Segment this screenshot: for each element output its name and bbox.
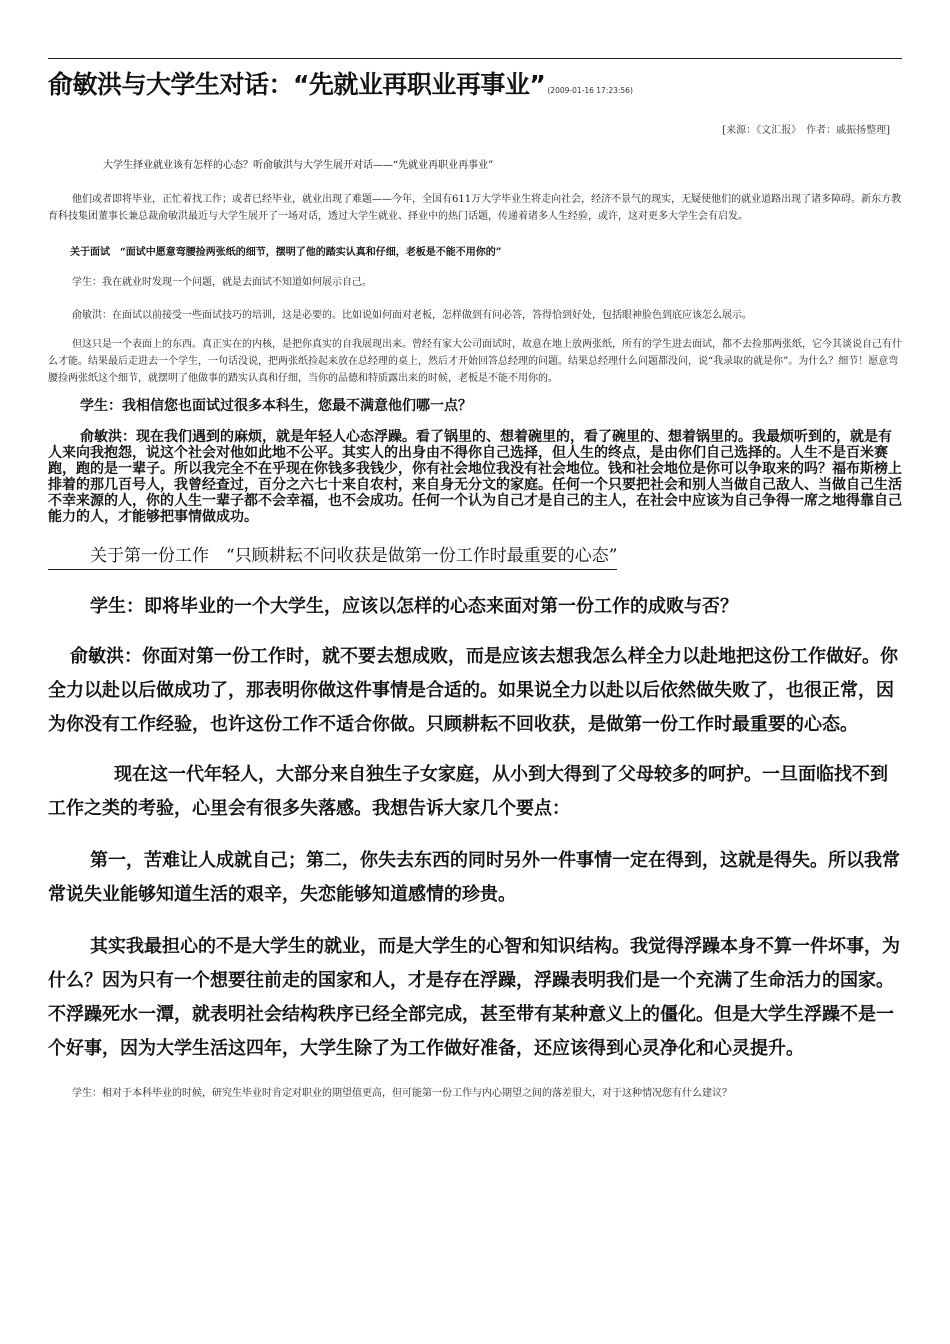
answer-3-continued: 现在这一代年轻人，大部分来自独生子女家庭，从小到大得到了父母较多的呵护。一旦面临找不到工作之类的考验，心里会有很多失落感。我想告诉大家几个要点： [48,764,888,819]
answer-1: 俞敏洪：在面试以前接受一些面试技巧的培训，这是必要的。比如说如何面对老板，怎样做到有问必答，答得恰到好处，包括眼神脸色到底应该怎么展示。 [72,310,752,321]
source-byline: [来源：《文汇报》 作者：戚振扬整理] [722,125,890,136]
publish-timestamp: (2009-01-16 17:23:56) [547,86,633,95]
article-page [48,58,902,1099]
answer-3-points: 第一，苦难让人成就自己；第二，你失去东西的同时另外一件事情一定在得到，这就是得失。所以我常常说失业能够知道生活的艰辛，失恋能够知道感情的珍贵。 [48,850,900,905]
answer-2: 俞敏洪：现在我们遇到的麻烦，就是年轻人心态浮躁。看了锅里的、想着碗里的，看了碗里的、想着锅里的。我最烦听到的，就是有人来向我抱怨，说这个社会对他如此地不公平。其实人的出身由不得你自己选择，但人生的终点，是由你们自己选择的。人生不是百米赛跑，跑的是一辈子。所以我完全不在乎现在你钱多我钱少，你有社会地位我没有社会地位。钱和社会地位是你可以争取来的吗？福布斯榜上排着的那几百号人，我曾经查过，百分之六七十来自农村，来自身无分文的家庭。任何一个只要把社会和别人当做自己敌人、当做自己生活不幸来源的人，你的人生一辈子都不会幸福，也不会成功。任何一个认为自己才是自己的主人，在社会中应该为自己争得一席之地得靠自己能力的人，才能够把事情做成功。 [48,429,902,525]
top-divider [48,58,902,59]
article-lead: 大学生择业就业该有怎样的心态？听俞敏洪与大学生展开对话——“先就业再职业再事业” [103,160,494,171]
title-row [48,65,902,101]
interview-section-heading: 关于面试 “面试中愿意弯腰捡两张纸的细节，摆明了他的踏实认真和仔细，老板是不能不用你的” [70,247,502,258]
intro-paragraph: 他们或者即将毕业，正忙着找工作；或者已经毕业，就业出现了难题——今年，全国有611万大学毕业生将走向社会，经济不景气的现实，无疑使他们的就业道路出现了诸多障碍。新东方教育科技集团董事长兼总裁俞敏洪最近与大学生展开了一场对话，透过大学生就业、择业中的热门话题，传递着诸多人生经验，或许，这对更多大学生会有启发。 [48,194,902,222]
student-question-1: 学生：我在就业时发现一个问题，就是去面试不知道如何展示自己。 [72,277,372,288]
student-question-2: 学生：我相信您也面试过很多本科生，您最不满意他们哪一点？ [80,398,472,414]
student-question-4: 学生：相对于本科毕业的时候，研究生毕业时肯定对职业的期望值更高，但可能第一份工作与内心期望之间的落差很大，对于这种情况您有什么建议？ [72,1088,732,1099]
answer-3-concern: 其实我最担心的不是大学生的就业，而是大学生的心智和知识结构。我觉得浮躁本身不算一件坏事，为什么？因为只有一个想要往前走的国家和人，才是存在浮躁，浮躁表明我们是一个充满了生命活力的国家。不浮躁死水一潭，就表明社会结构秩序已经全部完成，甚至带有某种意义上的僵化。但是大学生浮躁不是一个好事，因为大学生活这四年，大学生除了为工作做好准备，还应该得到心灵净化和心灵提升。 [48,936,900,1059]
student-question-3: 学生：即将毕业的一个大学生，应该以怎样的心态来面对第一份工作的成败与否？ [90,596,738,617]
first-job-section-heading: 关于第一份工作 “只顾耕耘不问收获是做第一份工作时最重要的心态” [48,541,617,570]
answer-1-continued: 但这只是一个表面上的东西。真正实在的内核，是把你真实的自我展现出来。曾经有家大公司面试时，故意在地上放两张纸，所有的学生进去面试，都不去捡那两张纸，它今其谈说自己有什么才能。结果最后走进去一个学生，一句话没说，把两张纸捡起来放在总经理的桌上，然后才开始回答总经理的问题。结果总经理什么问题都没问，说“我录取的就是你”。为什么？细节！愿意弯腰捡两张纸这个细节，就摆明了他做事的踏实认真和仔细，当你的品德和特质露出来的时候，老板是不能不用你的。 [48,339,902,384]
answer-3: 俞敏洪：你面对第一份工作时，就不要去想成败，而是应该去想我怎么样全力以赴地把这份工作做好。你全力以赴以后做成功了，那表明你做这件事情是合适的。如果说全力以赴以后依然做失败了，也很正常，因为你没有工作经验，也许这份工作不适合你做。只顾耕耘不回收获，是做第一份工作时最重要的心态。 [48,646,898,735]
article-title: 俞敏洪与大学生对话：“先就业再职业再事业” [48,70,546,99]
